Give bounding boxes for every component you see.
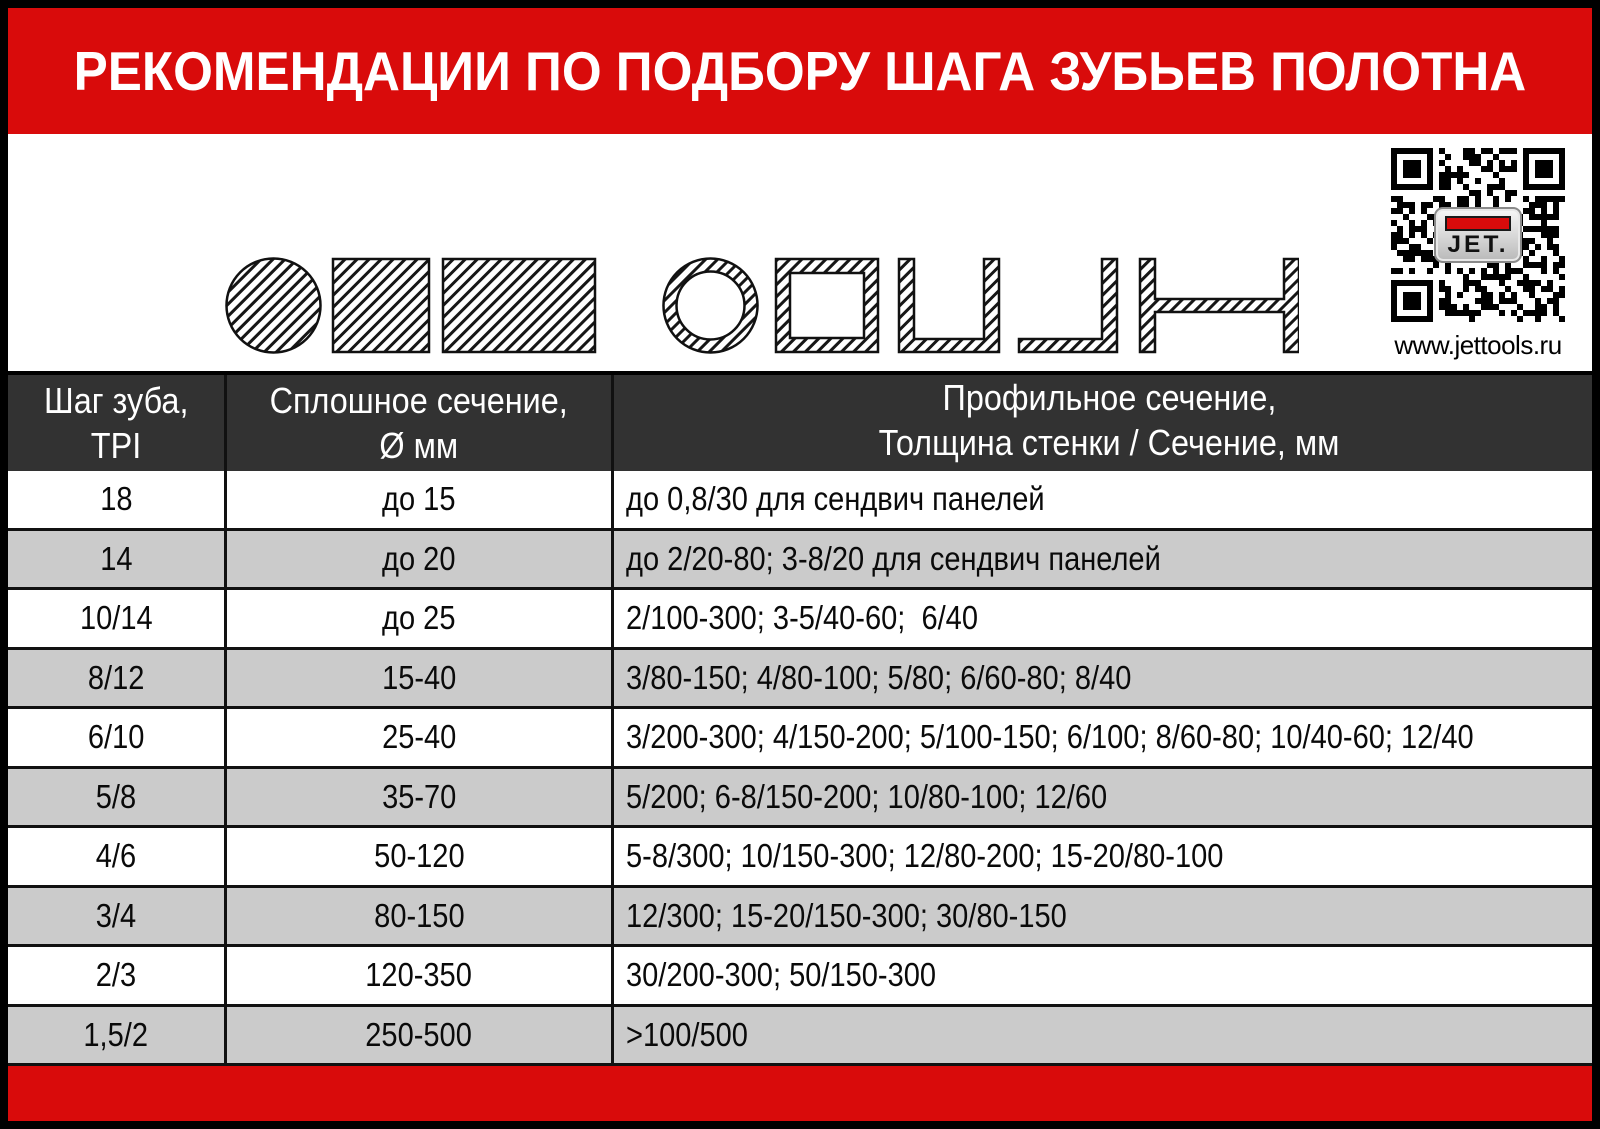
table-body xyxy=(8,471,1592,1066)
tpi-cell-text: 5/8 xyxy=(95,777,137,815)
column-header-tpi: Шаг зуба, TPI xyxy=(8,375,227,471)
tpi-cell xyxy=(8,828,227,885)
column-header-solid-section: Сплошное сечение, Ø мм xyxy=(227,375,614,471)
tpi-cell xyxy=(8,590,227,647)
recommendation-table xyxy=(8,371,1592,1066)
solid-section-cell-text: 35-70 xyxy=(381,777,457,815)
table-row xyxy=(8,531,1592,591)
tpi-cell xyxy=(8,531,227,588)
solid-section-cell xyxy=(227,947,614,1004)
profile-section-cell-text: 2/100-300; 3-5/40-60; 6/40 xyxy=(626,599,978,637)
tpi-cell-text: 2/3 xyxy=(95,956,137,994)
tpi-cell-text: 14 xyxy=(99,539,133,577)
bottom-red-bar xyxy=(8,1066,1592,1121)
jet-logo-red-bar xyxy=(1445,216,1511,231)
profile-section-cell-text: до 0,8/30 для сендвич панелей xyxy=(626,480,1045,518)
table-row xyxy=(8,650,1592,710)
tpi-cell xyxy=(8,650,227,707)
tpi-cell-text: 10/14 xyxy=(79,599,153,637)
profile-section-cell xyxy=(614,709,1592,766)
channel-icon xyxy=(899,259,999,352)
title-banner xyxy=(8,8,1592,134)
i-beam-icon xyxy=(1140,259,1299,352)
profile-section-cell-text: 5/200; 6-8/150-200; 10/80-100; 12/60 xyxy=(626,777,1108,815)
profile-section-cell-text: до 2/20-80; 3-8/20 для сендвич панелей xyxy=(626,539,1161,577)
table-row xyxy=(8,769,1592,829)
tpi-cell xyxy=(8,947,227,1004)
table-row xyxy=(8,828,1592,888)
solid-round-bar-icon xyxy=(227,259,321,353)
solid-section-cell xyxy=(227,888,614,945)
solid-section-cell-text: 120-350 xyxy=(365,956,473,994)
tpi-cell-text: 18 xyxy=(99,480,133,518)
solid-section-cell xyxy=(227,709,614,766)
table-row xyxy=(8,947,1592,1007)
jet-logo-text: JET. xyxy=(1447,231,1509,258)
solid-section-cell-text: до 25 xyxy=(382,599,456,637)
tpi-cell xyxy=(8,769,227,826)
tpi-cell-text: 1,5/2 xyxy=(83,1015,149,1053)
profile-section-cell xyxy=(614,590,1592,647)
tpi-cell-text: 6/10 xyxy=(87,718,145,756)
solid-section-cell xyxy=(227,531,614,588)
solid-section-cell-text: 25-40 xyxy=(381,718,457,756)
table-row xyxy=(8,888,1592,948)
profile-section-cell xyxy=(614,828,1592,885)
solid-section-cell-text: до 20 xyxy=(382,539,456,577)
solid-section-cell-text: 50-120 xyxy=(373,837,465,875)
solid-section-cell-text: до 15 xyxy=(382,480,456,518)
solid-section-cell-text: 15-40 xyxy=(381,658,457,696)
profile-section-cell xyxy=(614,888,1592,945)
section-shapes xyxy=(225,257,1299,354)
profile-section-cell-text: 12/300; 15-20/150-300; 30/80-150 xyxy=(626,896,1067,934)
shapes-section xyxy=(8,134,1592,371)
table-row xyxy=(8,1007,1592,1067)
tpi-cell xyxy=(8,471,227,528)
solid-section-cell xyxy=(227,471,614,528)
solid-rectangle-bar-icon xyxy=(443,259,595,352)
table-row xyxy=(8,709,1592,769)
solid-section-cell xyxy=(227,828,614,885)
profile-section-cell xyxy=(614,947,1592,1004)
poster-inner xyxy=(8,8,1592,1121)
tpi-cell-text: 8/12 xyxy=(87,658,145,696)
square-tube-icon xyxy=(776,259,878,352)
table-header-row xyxy=(8,371,1592,471)
profile-section-cell xyxy=(614,1007,1592,1064)
tpi-cell-text: 4/6 xyxy=(95,837,137,875)
column-header-profile-section: Профильное сечение, Толщина стенки / Сечение, мм xyxy=(878,377,1340,463)
profile-section-cell-text: 3/80-150; 4/80-100; 5/80; 6/60-80; 8/40 xyxy=(626,658,1132,696)
solid-section-cell xyxy=(227,590,614,647)
profile-section-cell xyxy=(614,650,1592,707)
solid-section-cell xyxy=(227,769,614,826)
tpi-cell xyxy=(8,709,227,766)
table-row xyxy=(8,590,1592,650)
solid-section-cell xyxy=(227,1007,614,1064)
profile-section-cell-text: 5-8/300; 10/150-300; 12/80-200; 15-20/80-100 xyxy=(626,837,1224,875)
angle-icon xyxy=(1019,259,1117,352)
profile-section-cell-text: >100/500 xyxy=(626,1015,748,1053)
profile-section-cell-text: 30/200-300; 50/150-300 xyxy=(626,956,937,994)
profile-section-cell xyxy=(614,769,1592,826)
website-url: www.jettools.ru xyxy=(1394,330,1562,360)
qr-block xyxy=(1376,148,1580,361)
tpi-cell xyxy=(8,888,227,945)
qr-wrap xyxy=(1391,148,1565,322)
solid-section-cell xyxy=(227,650,614,707)
profile-section-cell xyxy=(614,471,1592,528)
solid-section-cell-text: 80-150 xyxy=(373,896,465,934)
profile-section-cell xyxy=(614,531,1592,588)
round-tube-icon xyxy=(663,259,757,353)
solid-section-cell-text: 250-500 xyxy=(365,1015,473,1053)
page-title: РЕКОМЕНДАЦИИ ПО ПОДБОРУ ШАГА ЗУБЬЕВ ПОЛОТНА xyxy=(73,40,1527,102)
tpi-cell-text: 3/4 xyxy=(95,896,137,934)
profile-section-cell-text: 3/200-300; 4/150-200; 5/100-150; 6/100; 8/60-80; 10/40-60; 12/40 xyxy=(626,718,1474,756)
jet-logo-icon xyxy=(1434,207,1522,263)
table-row xyxy=(8,471,1592,531)
solid-square-bar-icon xyxy=(333,259,429,352)
tpi-cell xyxy=(8,1007,227,1064)
